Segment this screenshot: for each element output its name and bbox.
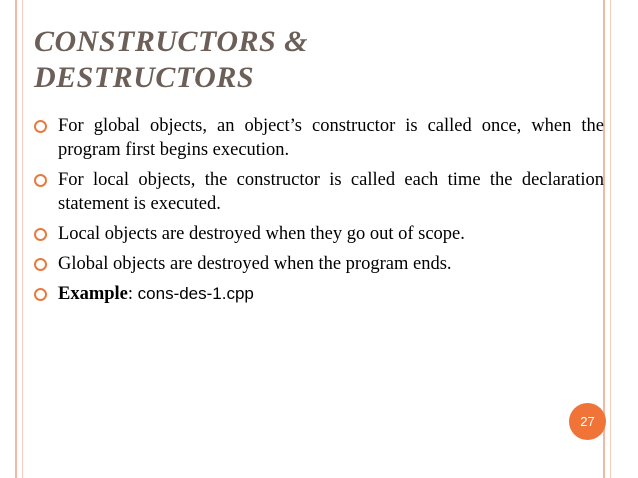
frame-line-right-inner bbox=[610, 0, 611, 478]
slide-title-line-1: CONSTRUCTORS & bbox=[34, 25, 309, 58]
page-number-badge bbox=[569, 403, 606, 440]
hollow-circle-icon bbox=[34, 174, 47, 187]
hollow-circle-icon bbox=[34, 228, 47, 241]
hollow-circle-icon bbox=[34, 288, 47, 301]
bullet-item bbox=[34, 222, 604, 246]
bullet-item bbox=[34, 114, 604, 162]
frame-line-left-inner bbox=[22, 0, 23, 478]
hollow-circle-icon bbox=[34, 120, 47, 133]
bullet-list bbox=[34, 114, 604, 312]
slide-title bbox=[34, 24, 594, 96]
slide-title-line-2: DESTRUCTORS bbox=[34, 61, 255, 94]
hollow-circle-icon bbox=[34, 258, 47, 271]
bullet-item bbox=[34, 252, 604, 276]
page-number: 27 bbox=[580, 414, 595, 429]
frame-line-left bbox=[15, 0, 17, 478]
bullet-text: Local objects are destroyed when they go out of scope. bbox=[58, 224, 465, 244]
bullet-item bbox=[34, 168, 604, 216]
bullet-text: Global objects are destroyed when the program ends. bbox=[58, 254, 452, 274]
bullet-item-example bbox=[34, 282, 604, 306]
example-label: Example bbox=[58, 284, 128, 304]
bullet-text: For local objects, the constructor is called each time the declaration statement is executed. bbox=[58, 170, 604, 214]
bullet-text: For global objects, an object’s constructor is called once, when the program first begins execution. bbox=[58, 116, 604, 160]
example-filename: cons-des-1.cpp bbox=[137, 284, 254, 303]
example-separator: : bbox=[127, 284, 138, 304]
